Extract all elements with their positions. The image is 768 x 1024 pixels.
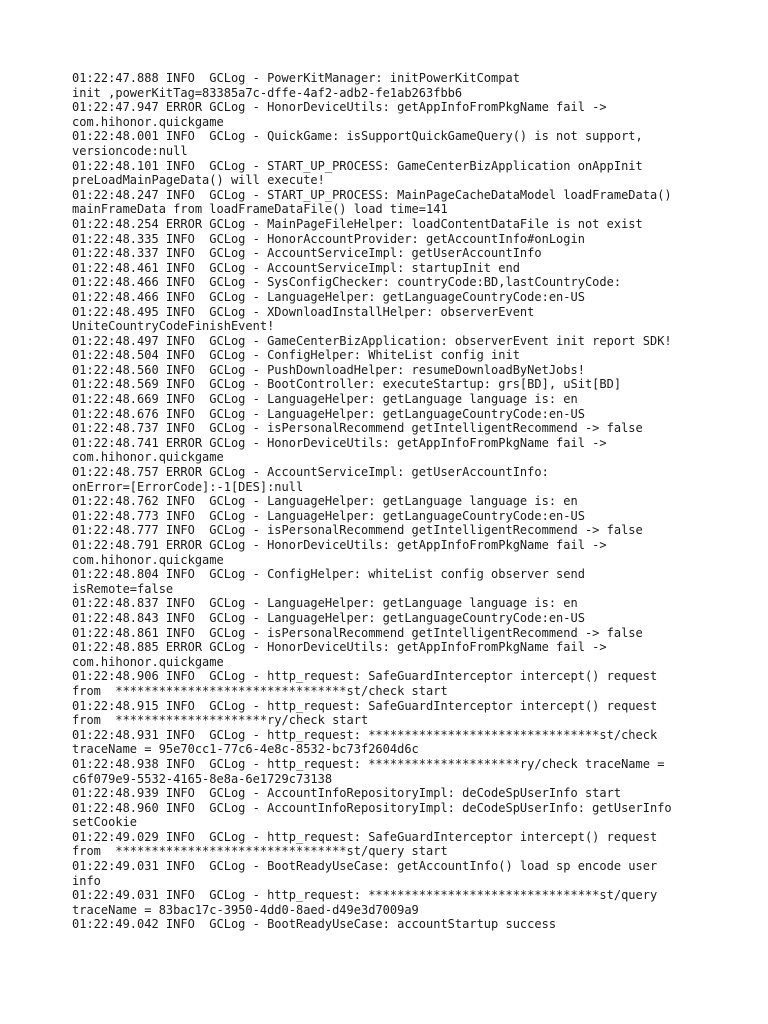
log-line: traceName = 83bac17c-3950-4dd0-8aed-d49e3d7009a9	[72, 902, 419, 917]
log-line: 01:22:48.960 INFO GCLog - AccountInfoRepositoryImpl: deCodeSpUserInfo: getUserInfo	[72, 800, 672, 815]
log-line: 01:22:48.938 INFO GCLog - http_request: *********************ry/check traceName =	[72, 756, 665, 771]
log-line: com.hihonor.quickgame	[72, 654, 224, 669]
log-line: onError=[ErrorCode]:-1[DES]:null	[72, 479, 304, 494]
log-line: 01:22:48.741 ERROR GCLog - HonorDeviceUtils: getAppInfoFromPkgName fail ->	[72, 435, 607, 450]
log-line: 01:22:48.466 INFO GCLog - LanguageHelper: getLanguageCountryCode:en-US	[72, 289, 585, 304]
log-line: 01:22:48.001 INFO GCLog - QuickGame: isSupportQuickGameQuery() is not support,	[72, 129, 643, 144]
log-line: 01:22:49.042 INFO GCLog - BootReadyUseCase: accountStartup success	[72, 917, 557, 932]
log-line: 01:22:48.495 INFO GCLog - XDownloadInstallHelper: observerEvent	[72, 304, 535, 319]
log-line: com.hihonor.quickgame	[72, 450, 224, 465]
log-line: 01:22:48.757 ERROR GCLog - AccountServiceImpl: getUserAccountInfo:	[72, 465, 549, 480]
log-line: 01:22:49.031 INFO GCLog - http_request: ********************************st/query	[72, 888, 658, 903]
log-line: 01:22:48.804 INFO GCLog - ConfigHelper: whiteList config observer send	[72, 567, 585, 582]
log-line: 01:22:48.497 INFO GCLog - GameCenterBizApplication: observerEvent init report SDK!	[72, 333, 672, 348]
log-line: 01:22:48.837 INFO GCLog - LanguageHelper: getLanguage language is: en	[72, 596, 578, 611]
log-line: 01:22:47.947 ERROR GCLog - HonorDeviceUtils: getAppInfoFromPkgName fail ->	[72, 100, 607, 115]
log-line: 01:22:47.888 INFO GCLog - PowerKitManager: initPowerKitCompat	[72, 71, 520, 85]
log-line: 01:22:48.569 INFO GCLog - BootController: executeStartup: grs[BD], uSit[BD]	[72, 377, 622, 392]
log-line: 01:22:48.669 INFO GCLog - LanguageHelper: getLanguage language is: en	[72, 392, 578, 407]
log-line: setCookie	[72, 815, 138, 830]
log-line: 01:22:48.885 ERROR GCLog - HonorDeviceUtils: getAppInfoFromPkgName fail ->	[72, 640, 607, 655]
log-line: 01:22:48.843 INFO GCLog - LanguageHelper: getLanguageCountryCode:en-US	[72, 610, 585, 625]
log-line: 01:22:48.504 INFO GCLog - ConfigHelper: WhiteList config init	[72, 348, 520, 363]
log-line: 01:22:48.737 INFO GCLog - isPersonalRecommend getIntelligentRecommend -> false	[72, 421, 643, 436]
log-line: 01:22:48.560 INFO GCLog - PushDownloadHelper: resumeDownloadByNetJobs!	[72, 362, 585, 377]
log-line: 01:22:49.031 INFO GCLog - BootReadyUseCase: getAccountInfo() load sp encode user	[72, 859, 658, 874]
log-text-block	[72, 71, 752, 932]
log-line: 01:22:48.101 INFO GCLog - START_UP_PROCESS: GameCenterBizApplication onAppInit	[72, 158, 643, 173]
log-line: 01:22:48.335 INFO GCLog - HonorAccountProvider: getAccountInfo#onLogin	[72, 231, 585, 246]
log-line: 01:22:48.906 INFO GCLog - http_request: SafeGuardInterceptor intercept() request	[72, 669, 658, 684]
log-line: info	[72, 873, 101, 888]
log-line: mainFrameData from loadFrameDataFile() load time=141	[72, 202, 448, 217]
log-line: 01:22:48.247 INFO GCLog - START_UP_PROCESS: MainPageCacheDataModel loadFrameData()	[72, 187, 672, 202]
log-line: 01:22:48.773 INFO GCLog - LanguageHelper: getLanguageCountryCode:en-US	[72, 508, 585, 523]
log-line: from *********************ry/check start	[72, 713, 369, 728]
log-line: 01:22:48.676 INFO GCLog - LanguageHelper: getLanguageCountryCode:en-US	[72, 406, 585, 421]
log-line: 01:22:48.931 INFO GCLog - http_request: ********************************st/check	[72, 727, 658, 742]
log-line: 01:22:48.762 INFO GCLog - LanguageHelper: getLanguage language is: en	[72, 494, 578, 509]
log-line: 01:22:48.915 INFO GCLog - http_request: SafeGuardInterceptor intercept() request	[72, 698, 658, 713]
log-line: from ********************************st/query start	[72, 844, 448, 859]
log-line: traceName = 95e70cc1-77c6-4e8c-8532-bc73f2604d6c	[72, 742, 419, 757]
log-line: com.hihonor.quickgame	[72, 552, 224, 567]
log-line: c6f079e9-5532-4165-8e8a-6e1729c73138	[72, 771, 333, 786]
log-line: UniteCountryCodeFinishEvent!	[72, 319, 275, 334]
log-line: 01:22:49.029 INFO GCLog - http_request: SafeGuardInterceptor intercept() request	[72, 829, 658, 844]
log-line: 01:22:48.939 INFO GCLog - AccountInfoRepositoryImpl: deCodeSpUserInfo start	[72, 786, 622, 801]
log-line: 01:22:48.466 INFO GCLog - SysConfigChecker: countryCode:BD,lastCountryCode:	[72, 275, 622, 290]
log-line: 01:22:48.254 ERROR GCLog - MainPageFileHelper: loadContentDataFile is not exist	[72, 216, 643, 231]
log-line: preLoadMainPageData() will execute!	[72, 173, 325, 188]
log-line: init ,powerKitTag=83385a7c-dffe-4af2-adb2-fe1ab263fbb6	[72, 85, 463, 100]
log-line: 01:22:48.861 INFO GCLog - isPersonalRecommend getIntelligentRecommend -> false	[72, 625, 643, 640]
log-line: 01:22:48.777 INFO GCLog - isPersonalRecommend getIntelligentRecommend -> false	[72, 523, 643, 538]
log-line: isRemote=false	[72, 581, 174, 596]
log-line: 01:22:48.791 ERROR GCLog - HonorDeviceUtils: getAppInfoFromPkgName fail ->	[72, 538, 607, 552]
log-line: versioncode:null	[72, 143, 188, 158]
log-line: from ********************************st/check start	[72, 683, 448, 698]
log-line: 01:22:48.337 INFO GCLog - AccountServiceImpl: getUserAccountInfo	[72, 246, 542, 261]
log-line: 01:22:48.461 INFO GCLog - AccountServiceImpl: startupInit end	[72, 260, 520, 275]
log-line: com.hihonor.quickgame	[72, 114, 224, 129]
